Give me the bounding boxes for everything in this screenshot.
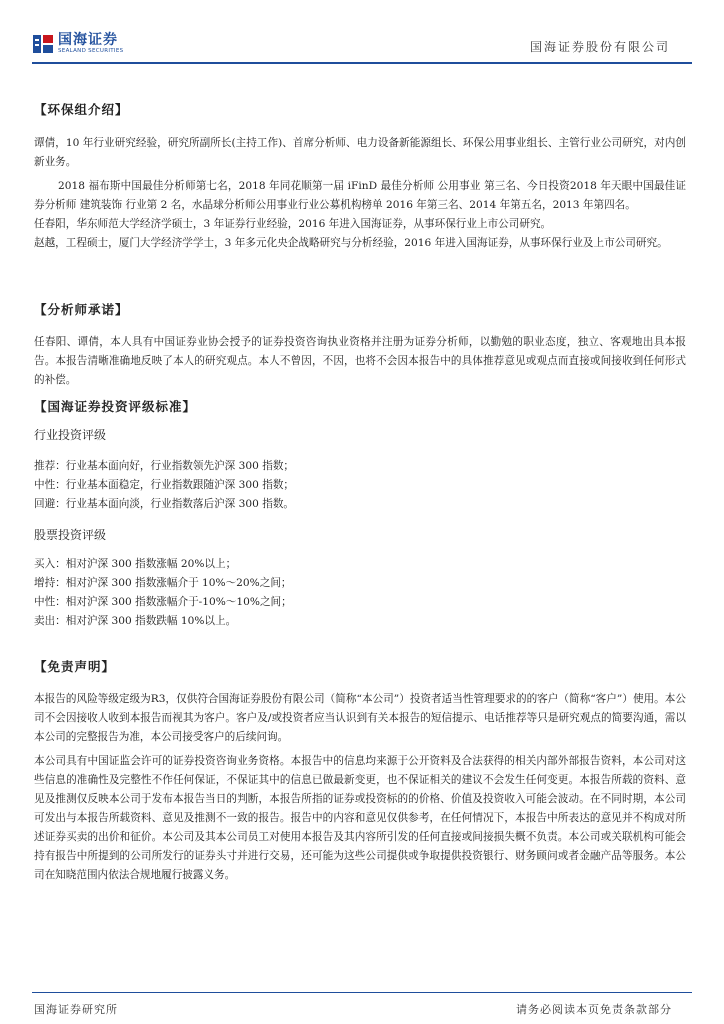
commitment-section-title: 【分析师承诺】 — [34, 302, 129, 317]
commitment-section — [34, 298, 686, 395]
disclaimer-section-title: 【免责声明】 — [34, 659, 116, 674]
sealand-logo-icon — [32, 33, 54, 55]
team-bio-ren-chunyang: 任春阳，华东师范大学经济学硕士，3 年证券行业经验，2016 年进入国海证券，从事环保行业上市公司研究。 — [34, 218, 552, 230]
team-awards: 2018 福布斯中国最佳分析师第七名，2018 年同花顺第一届 iFinD 最佳分析师 公用事业 第三名、今日投资2018 年天眼中国最佳证券分析师 建筑装饰 行业第 2 名，水晶球分析师公用事业行业公募机构榜单 2016 年第三名、2014 年第五名，2013 年第四名。 — [34, 180, 686, 211]
logo-chinese-name: 国海证券 — [58, 32, 118, 49]
industry-rating-recommend: 推荐：行业基本面向好，行业指数领先沪深 300 指数； — [34, 460, 295, 472]
team-bio-zhao-yue: 赵越，工程硕士，厦门大学经济学学士，3 年多元化央企战略研究与分析经验，2016 年进入国海证券，从事环保行业及上市公司研究。 — [34, 237, 668, 249]
disclaimer-section — [34, 655, 686, 885]
industry-rating-title: 行业投资评级 — [34, 428, 107, 442]
disclaimer-risk-level: 本报告的风险等级定级为R3，仅供符合国海证券股份有限公司（简称“本公司”）投资者适当性管理要求的的客户（简称“客户”）使用。本公司不会因接收人收到本报告而视其为客户。客户及/或投资者应当认识到有关本报告的短信提示、电话推荐等只是研究观点的简要沟通，需以本公司的完整报告为准，本公司接受客户的后续问询。 — [34, 693, 686, 743]
footer-institute: 国海证券研究所 — [34, 1003, 118, 1016]
report-body — [34, 98, 686, 885]
stock-rating-buy: 买入：相对沪深 300 指数涨幅 20%以上； — [34, 558, 237, 570]
disclaimer-main: 本公司具有中国证监会许可的证券投资咨询业务资格。本报告中的信息均来源于公开资料及合法获得的相关内部外部报告资料，本公司对这些信息的准确性及完整性不作任何保证，不保证其中的信息已做最新变更，也不保证相关的建议不会发生任何变更。本报告所载的资料、意见及推测仅反映本公司于发布本报告当日的判断，本报告所指的证券或投资标的的价格、价值及投资收入可能会波动。在不同时期，本公司可发出与本报告所载资料、意见及推测不一致的报告。报告中的内容和意见仅供参考，在任何情况下，本报告中所表达的意见并不构成对所述证券买卖的出价和征价。本公司及其本公司员工对使用本报告及其内容所引发的任何直接或间接损失概不负责。本公司或关联机构可能会持有报告中所提到的公司所发行的证券头寸并进行交易，还可能为这些公司提供或争取提供投资银行、财务顾问或者金融产品等服务。本公司在知晓范围内依法合规地履行披露义务。 — [34, 755, 686, 881]
stock-rating-neutral: 中性：相对沪深 300 指数涨幅介于-10%～10%之间； — [34, 596, 292, 608]
footer-divider — [32, 992, 692, 993]
commitment-text: 任春阳、谭倩，本人具有中国证券业协会授予的证券投资咨询执业资格并注册为证券分析师，以勤勉的职业态度，独立、客观地出具本报告。本报告清晰准确地反映了本人的研究观点。本人不曾因，不因，也将不会因本报告中的具体推荐意见或观点而直接或间接收到任何形式的补偿。 — [34, 336, 686, 386]
team-bio-tan-qian: 谭倩，10 年行业研究经验，研究所副所长(主持工作)、首席分析师、电力设备新能源组长、环保公用事业组长、主管行业公司研究，对内创新业务。 — [34, 137, 686, 168]
stock-rating-title: 股票投资评级 — [34, 528, 107, 542]
industry-rating-avoid: 回避：行业基本面向淡，行业指数落后沪深 300 指数。 — [34, 498, 295, 510]
stock-rating-overweight: 增持：相对沪深 300 指数涨幅介于 10%～20%之间； — [34, 577, 292, 589]
footer-notice: 请务必阅读本页免责条款部分 — [516, 1003, 672, 1016]
rating-section — [34, 395, 686, 655]
stock-rating-sell: 卖出：相对沪深 300 指数跌幅 10%以上。 — [34, 615, 237, 627]
logo-english-name: SEALAND SECURITIES — [58, 48, 124, 55]
sealand-logo — [32, 32, 123, 56]
industry-rating-neutral: 中性：行业基本面稳定，行业指数跟随沪深 300 指数； — [34, 479, 295, 491]
team-section — [34, 98, 686, 298]
header-divider — [32, 62, 692, 64]
company-name: 国海证券股份有限公司 — [529, 40, 670, 54]
team-section-title: 【环保组介绍】 — [34, 102, 129, 117]
rating-section-title: 【国海证券投资评级标准】 — [34, 399, 197, 414]
